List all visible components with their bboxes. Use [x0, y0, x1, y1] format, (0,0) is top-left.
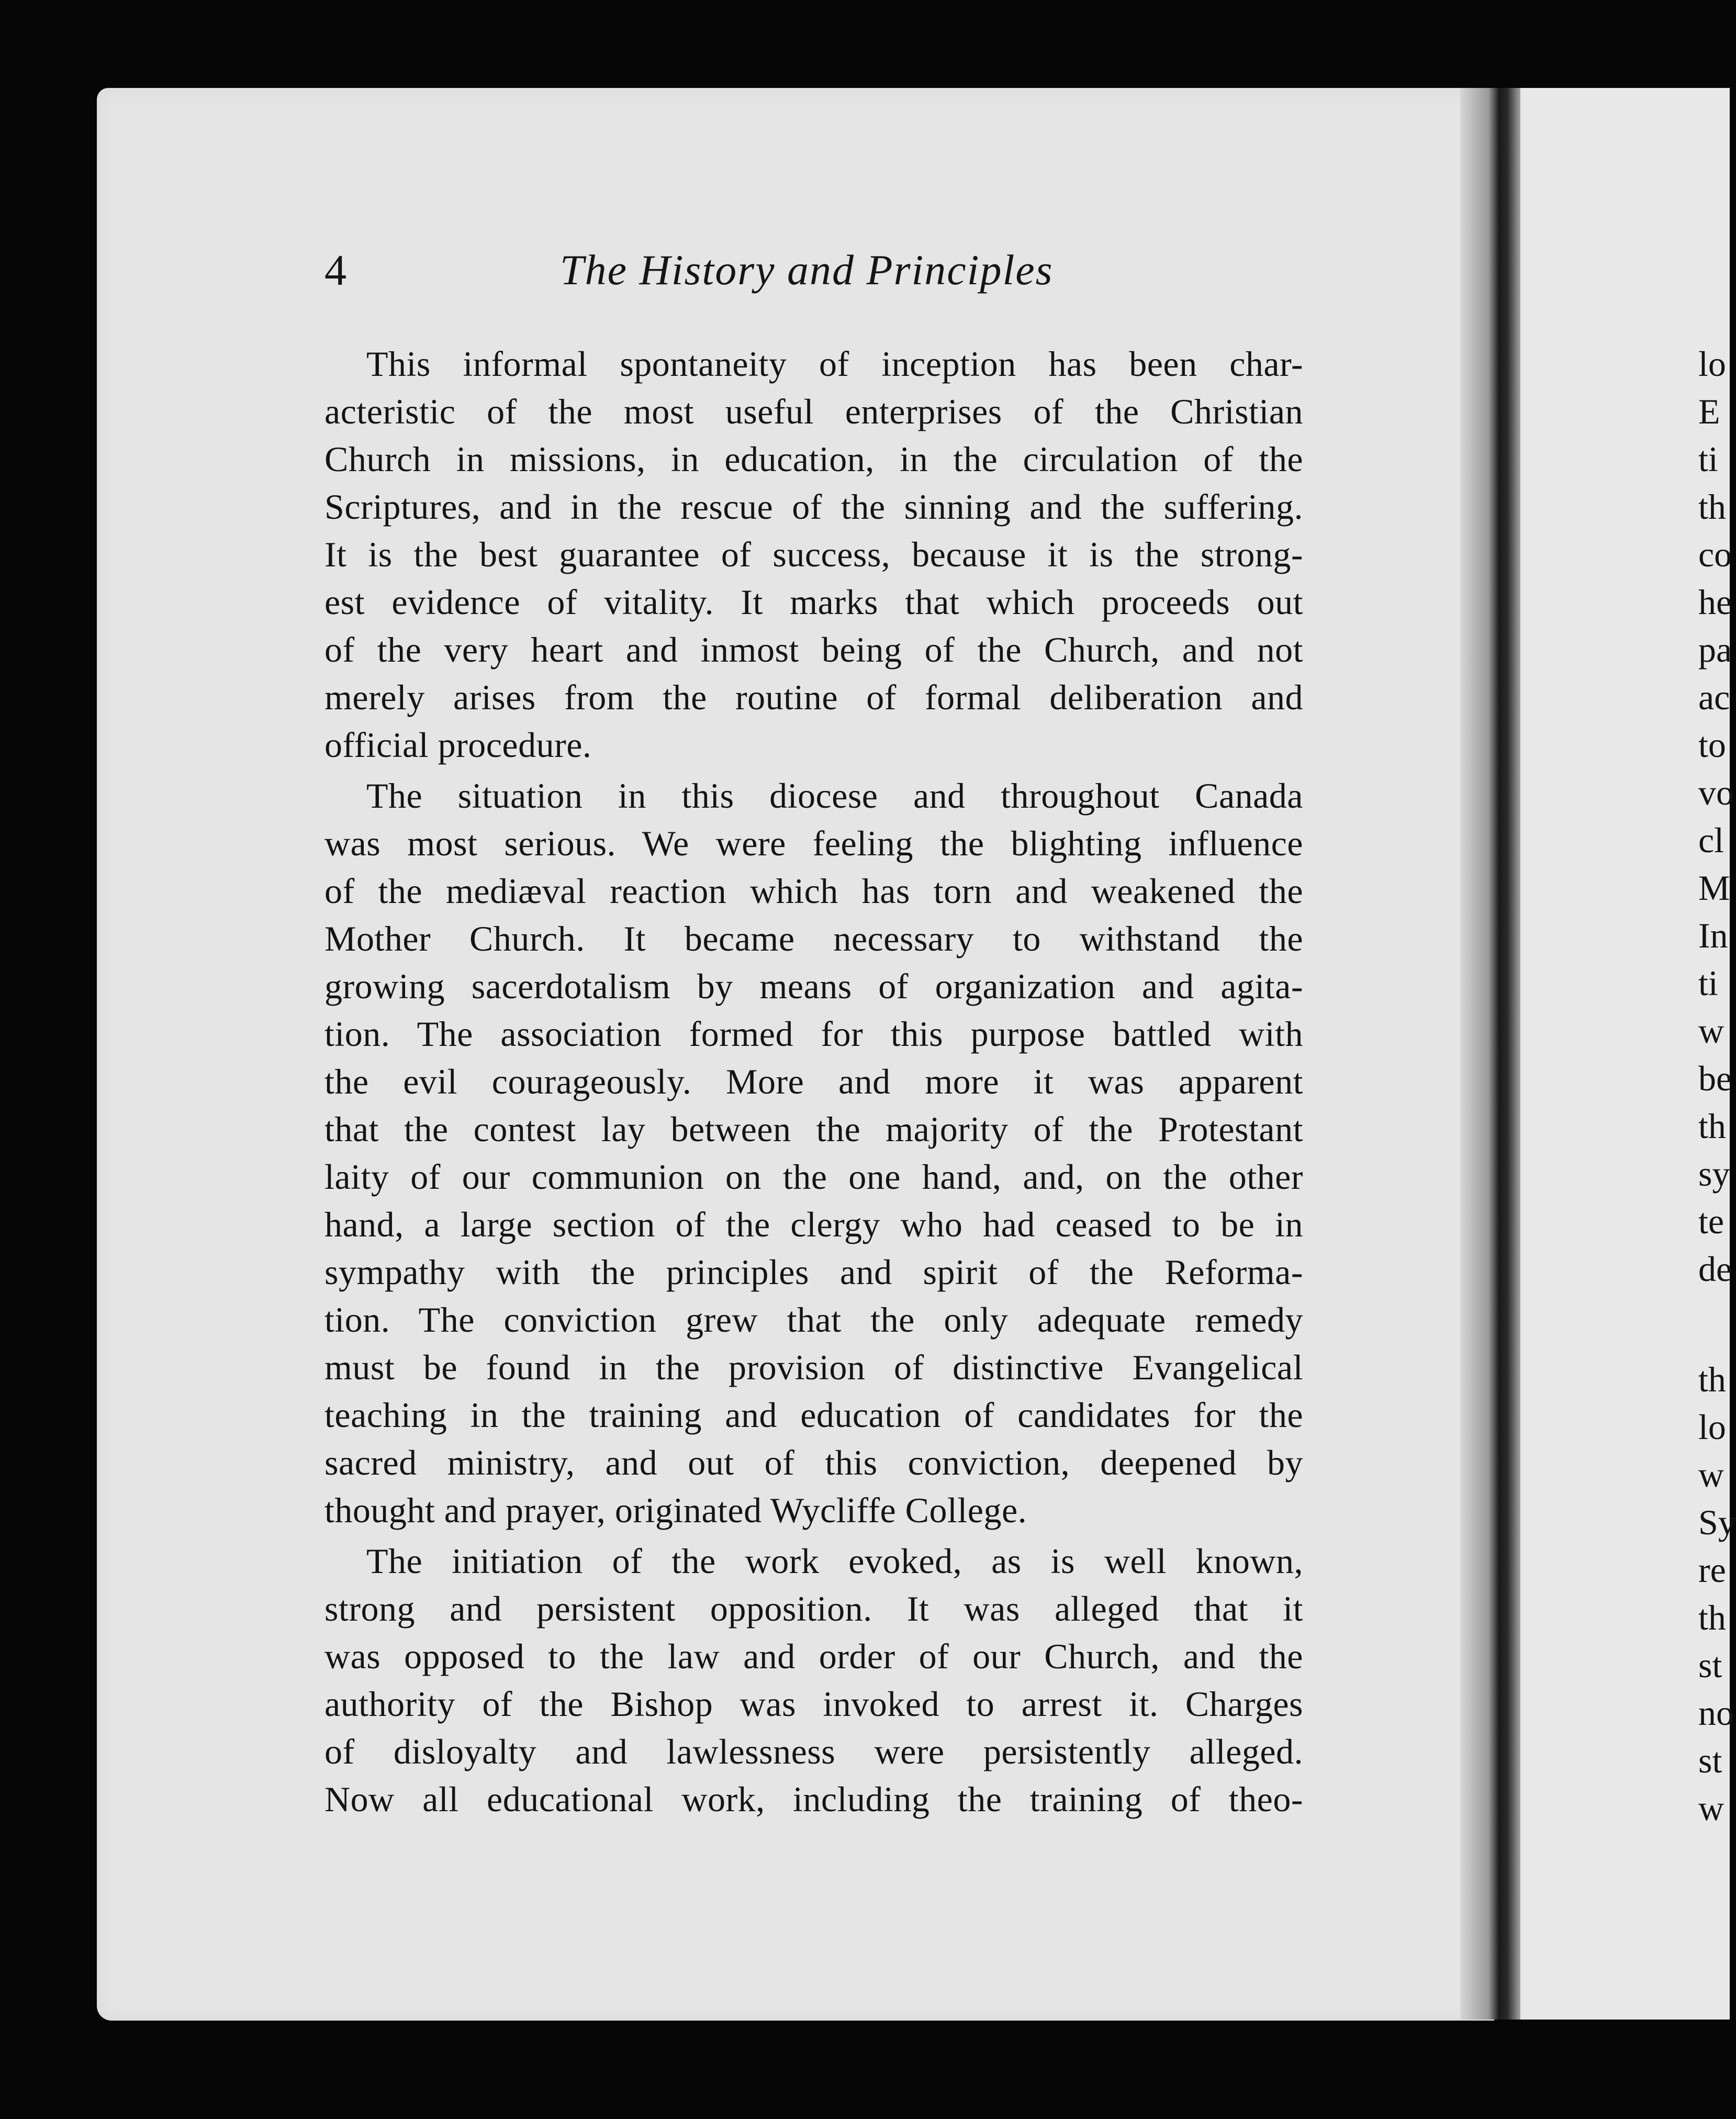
facing-line-fragment: In: [1698, 916, 1728, 955]
text-line: It is the best guarantee of success, because it is the strong-: [324, 534, 1303, 574]
facing-line-fragment: Sy: [1698, 1502, 1736, 1542]
text-line: tion. The conviction grew that the only adequate remedy: [324, 1300, 1303, 1340]
running-title: The History and Principles: [560, 246, 1054, 294]
facing-line-fragment: lo: [1698, 1407, 1726, 1447]
book-gutter: [1460, 88, 1523, 2020]
text-line: acteristic of the most useful enterprises of the Christian: [324, 392, 1303, 431]
facing-line-fragment: be: [1698, 1058, 1732, 1098]
text-line: was opposed to the law and order of our Church, and the: [324, 1636, 1303, 1676]
facing-line-fragment: sy: [1698, 1154, 1730, 1194]
paragraph-3: [324, 1537, 1303, 1823]
facing-line-fragment: M: [1698, 868, 1730, 908]
text-line: This informal spontaneity of inception has been char-: [366, 344, 1303, 384]
text-line: growing sacerdotalism by means of organization and agita-: [324, 966, 1303, 1006]
facing-line-fragment: th: [1698, 1106, 1726, 1146]
text-line: Mother Church. It became necessary to withstand the: [324, 919, 1303, 958]
facing-line-fragment: ti: [1698, 439, 1718, 479]
text-line: The initiation of the work evoked, as is well known,: [366, 1541, 1303, 1581]
facing-line-fragment: de: [1698, 1249, 1732, 1289]
facing-line-fragment: th: [1698, 1359, 1726, 1399]
page-number: 4: [324, 246, 346, 295]
facing-line-fragment: w: [1698, 1011, 1724, 1051]
facing-line-fragment: co: [1698, 534, 1732, 574]
text-line: est evidence of vitality. It marks that which proceeds out: [324, 582, 1303, 622]
facing-line-fragment: to: [1698, 725, 1726, 765]
facing-line-fragment: he: [1698, 582, 1732, 622]
text-line: was most serious. We were feeling the blighting influence: [324, 823, 1303, 863]
facing-line-fragment: te: [1698, 1201, 1724, 1241]
facing-line-fragment: st: [1698, 1645, 1722, 1685]
text-line: tion. The association formed for this purpose battled with: [324, 1014, 1303, 1054]
facing-line-fragment: lo: [1698, 344, 1726, 384]
text-line: Scriptures, and in the rescue of the sinning and the suffering.: [324, 487, 1303, 527]
text-line: of disloyalty and lawlessness were persistently alleged.: [324, 1732, 1303, 1771]
facing-line-fragment: st: [1698, 1741, 1722, 1780]
facing-line-fragment: th: [1698, 487, 1726, 527]
text-line: Church in missions, in education, in the circulation of the: [324, 439, 1303, 479]
facing-line-fragment: no: [1698, 1693, 1734, 1733]
text-line: that the contest lay between the majority of the Protestant: [324, 1109, 1303, 1149]
text-line: The situation in this diocese and throughout Canada: [366, 776, 1303, 816]
facing-line-fragment: w: [1698, 1788, 1724, 1828]
facing-paragraph-gap: [1698, 1293, 1730, 1356]
facing-line-fragment: ti: [1698, 963, 1718, 1003]
paragraph-2: [324, 772, 1303, 1534]
facing-line-fragment: vo: [1698, 773, 1734, 812]
text-line: merely arises from the routine of formal deliberation and: [324, 677, 1303, 717]
text-line: sacred ministry, and out of this conviction, deepened by: [324, 1443, 1303, 1482]
text-line: must be found in the provision of distinctive Evangelical: [324, 1347, 1303, 1387]
facing-line-fragment: re: [1698, 1550, 1726, 1590]
text-line: official procedure.: [324, 725, 592, 765]
text-line: hand, a large section of the clergy who had ceased to be in: [324, 1205, 1303, 1244]
text-line: thought and prayer, originated Wycliffe College.: [324, 1490, 1027, 1530]
paragraph-1: [324, 340, 1303, 769]
body-text: [324, 340, 1303, 1826]
facing-line-fragment: cl: [1698, 820, 1724, 860]
text-line: strong and persistent opposition. It was alleged that it: [324, 1589, 1303, 1629]
facing-line-fragment: th: [1698, 1598, 1726, 1637]
text-line: of the mediæval reaction which has torn and weakened the: [324, 871, 1303, 911]
text-line: laity of our communion on the one hand, and, on the other: [324, 1157, 1303, 1197]
text-line: sympathy with the principles and spirit of the Reforma-: [324, 1252, 1303, 1292]
text-line: the evil courageously. More and more it was apparent: [324, 1062, 1303, 1101]
text-line: Now all educational work, including the training of theo-: [324, 1779, 1303, 1819]
running-head: [324, 175, 1476, 295]
text-line: authority of the Bishop was invoked to arrest it. Charges: [324, 1684, 1303, 1724]
text-line: of the very heart and inmost being of the Church, and not: [324, 630, 1303, 670]
facing-page-text: [1698, 340, 1736, 1832]
facing-line-fragment: ac: [1698, 677, 1730, 717]
facing-line-fragment: w: [1698, 1455, 1724, 1495]
facing-line-fragment: E: [1698, 392, 1720, 431]
facing-line-fragment: pa: [1698, 630, 1732, 670]
text-line: teaching in the training and education of candidates for the: [324, 1395, 1303, 1435]
